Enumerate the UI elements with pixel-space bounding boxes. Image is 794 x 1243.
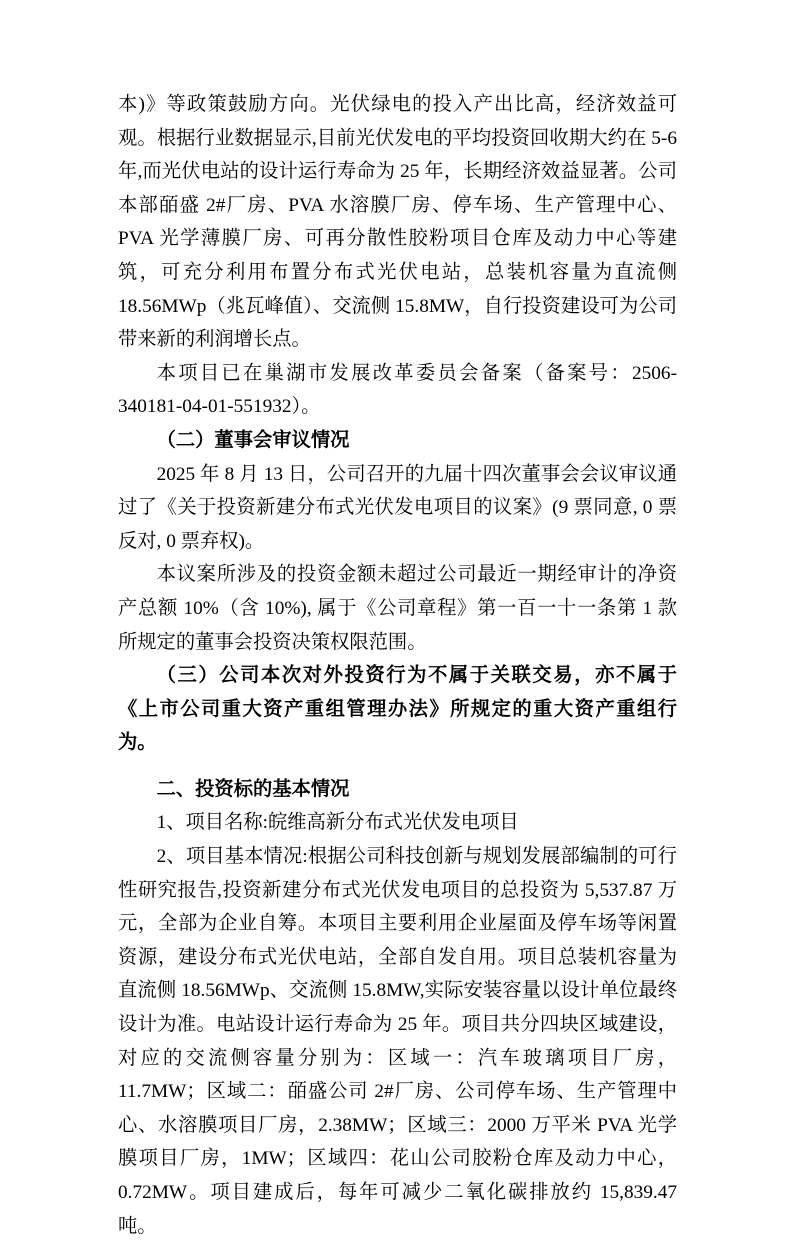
paragraph-project-details: 2、项目基本情况:根据公司科技创新与规划发展部编制的可行性研究报告,投资新建分布式光伏发电项目的总投资为 5,537.87 万元，全部为企业自筹。本项目主要利用企业屋面及停车场等闲置资源，建设分布式光伏电站，全部自发自用。项目总装机容量为直流侧 18.56MWp、交流侧 15.8MW,实际安装容量以设计单位最终设计为准。电站设计运行寿命为 25 年。项目共分四块区域建设，对应的交流侧容量分别为：区域一：汽车玻璃项目厂房，11.7MW；区域二：皕盛公司 2#厂房、公司停车场、生产管理中心、水溶膜项目厂房，2.38MW；区域三：2000 万平米 PVA 光学膜项目厂房，1MW；区域四：花山公司胶粉仓库及动力中心，0.72MW。项目建成后，每年可减少二氧化碳排放约 15,839.47 吨。 (118, 846, 677, 1237)
heading-board-review: （二）董事会审议情况 (156, 429, 350, 451)
paragraph-not-related-transaction: （三）公司本次对外投资行为不属于关联交易，亦不属于《上市公司重大资产重组管理办法》所规定的重大资产重组行为。 (118, 665, 677, 754)
heading-investment-target: 二、投资标的基本情况 (156, 778, 350, 800)
paragraph-policy-economics: 本)》等政策鼓励方向。光伏绿电的投入产出比高，经济效益可观。根据行业数据显示,目前光伏发电的平均投资回收期大约在 5-6 年,而光伏电站的设计运行寿命为 25 年，长期经济效益显著。公司本部皕盛 2#厂房、PVA 水溶膜厂房、停车场、生产管理中心、PVA 光学薄膜厂房、可再分散性胶粉项目仓库及动力中心等建筑，可充分利用布置分布式光伏电站，总装机容量为直流侧 18.56MWp（兆瓦峰值）、交流侧 15.8MW，自行投资建设可为公司带来新的利润增长点。 (118, 94, 677, 351)
paragraph-board-meeting: 2025 年 8 月 13 日，公司召开的九届十四次董事会会议审议通过了《关于投资新建分布式光伏发电项目的议案》(9 票同意, 0 票反对, 0 票弃权)。 (118, 463, 677, 552)
document-page (118, 88, 677, 1243)
paragraph-project-name: 1、项目名称:皖维高新分布式光伏发电项目 (156, 812, 519, 834)
paragraph-filing-record: 本项目已在巢湖市发展改革委员会备案（备案号：2506-340181-04-01-551932）。 (118, 362, 677, 418)
paragraph-authority-scope: 本议案所涉及的投资金额未超过公司最近一期经审计的净资产总额 10%（含 10%), 属于《公司章程》第一百一十一条第 1 款所规定的董事会投资决策权限范围。 (118, 564, 677, 653)
